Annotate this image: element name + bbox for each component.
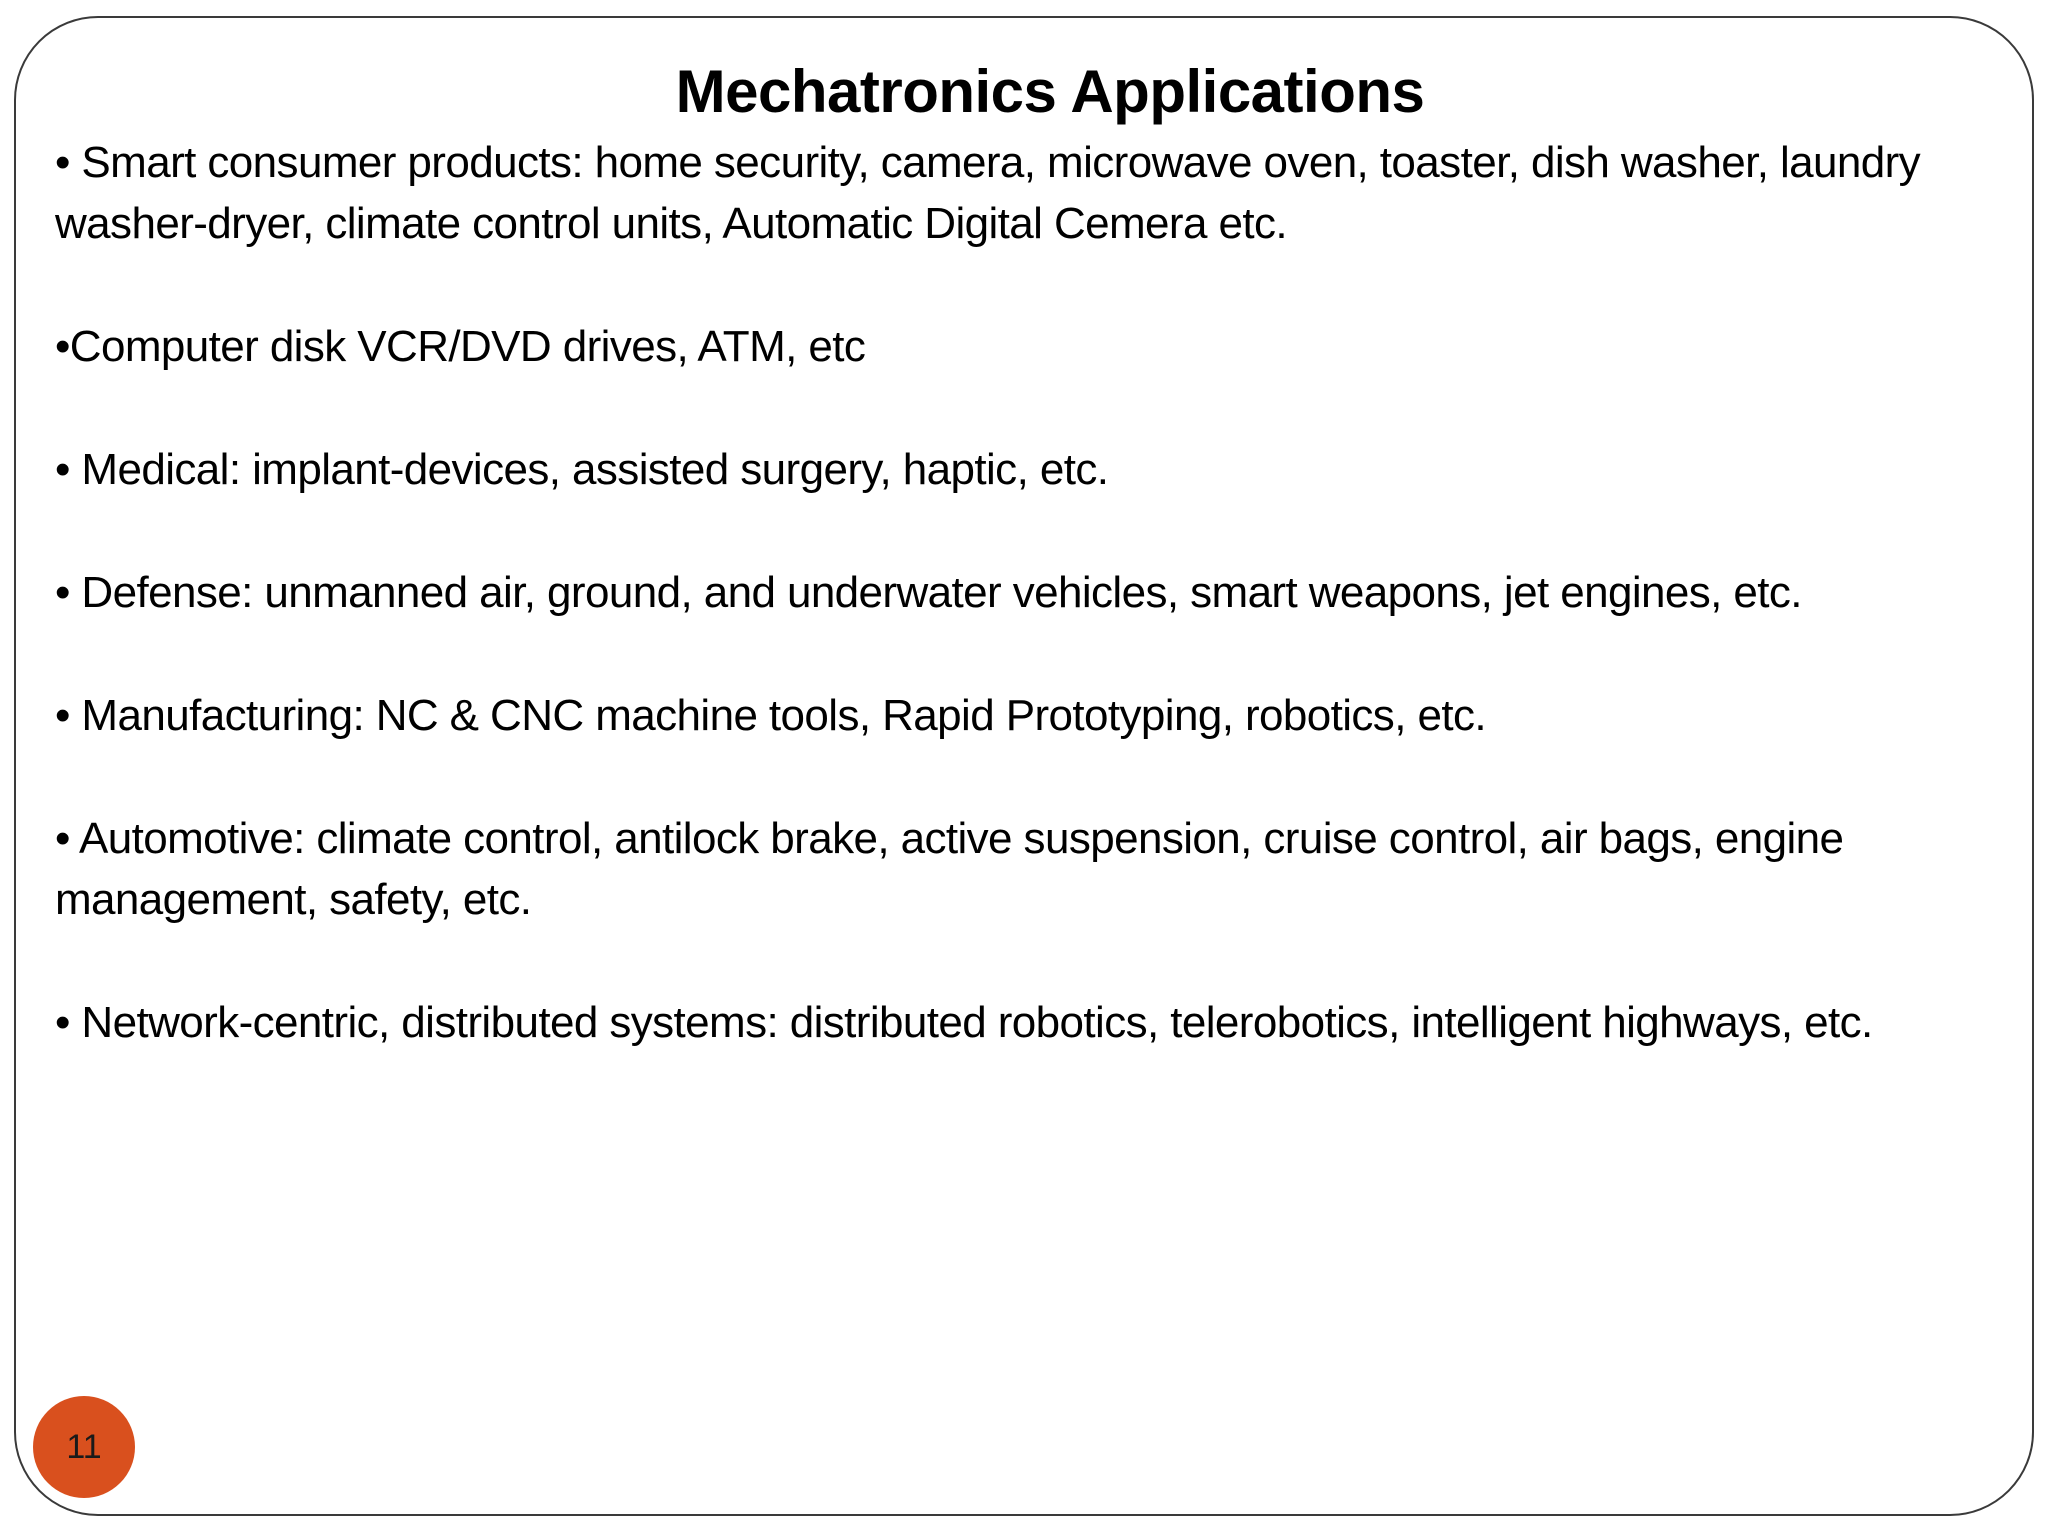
slide-title: Mechatronics Applications xyxy=(675,58,1425,125)
page-number-badge: 11 xyxy=(33,1396,135,1498)
bullet-network-centric: • Network-centric, distributed systems: distributed robotics, telerobotics, intelligent highways, etc. xyxy=(55,998,1873,1047)
bullet-defense: • Defense: unmanned air, ground, and underwater vehicles, smart weapons, jet engines, etc. xyxy=(55,568,1802,617)
bullet-medical: • Medical: implant-devices, assisted surgery, haptic, etc. xyxy=(55,445,1109,494)
bullet-automotive: • Automotive: climate control, antilock brake, active suspension, cruise control, air bags, engine management, safety, etc. xyxy=(55,814,1844,924)
bullet-computer-disk-drives: •Computer disk VCR/DVD drives, ATM, etc xyxy=(55,322,866,371)
bullet-manufacturing: • Manufacturing: NC & CNC machine tools, Rapid Prototyping, robotics, etc. xyxy=(55,691,1486,740)
bullet-list xyxy=(55,132,2035,1115)
bullet-smart-consumer-products: • Smart consumer products: home security, camera, microwave oven, toaster, dish washer, laundry washer-dryer, climate control units, Automatic Digital Cemera etc. xyxy=(55,138,1921,248)
